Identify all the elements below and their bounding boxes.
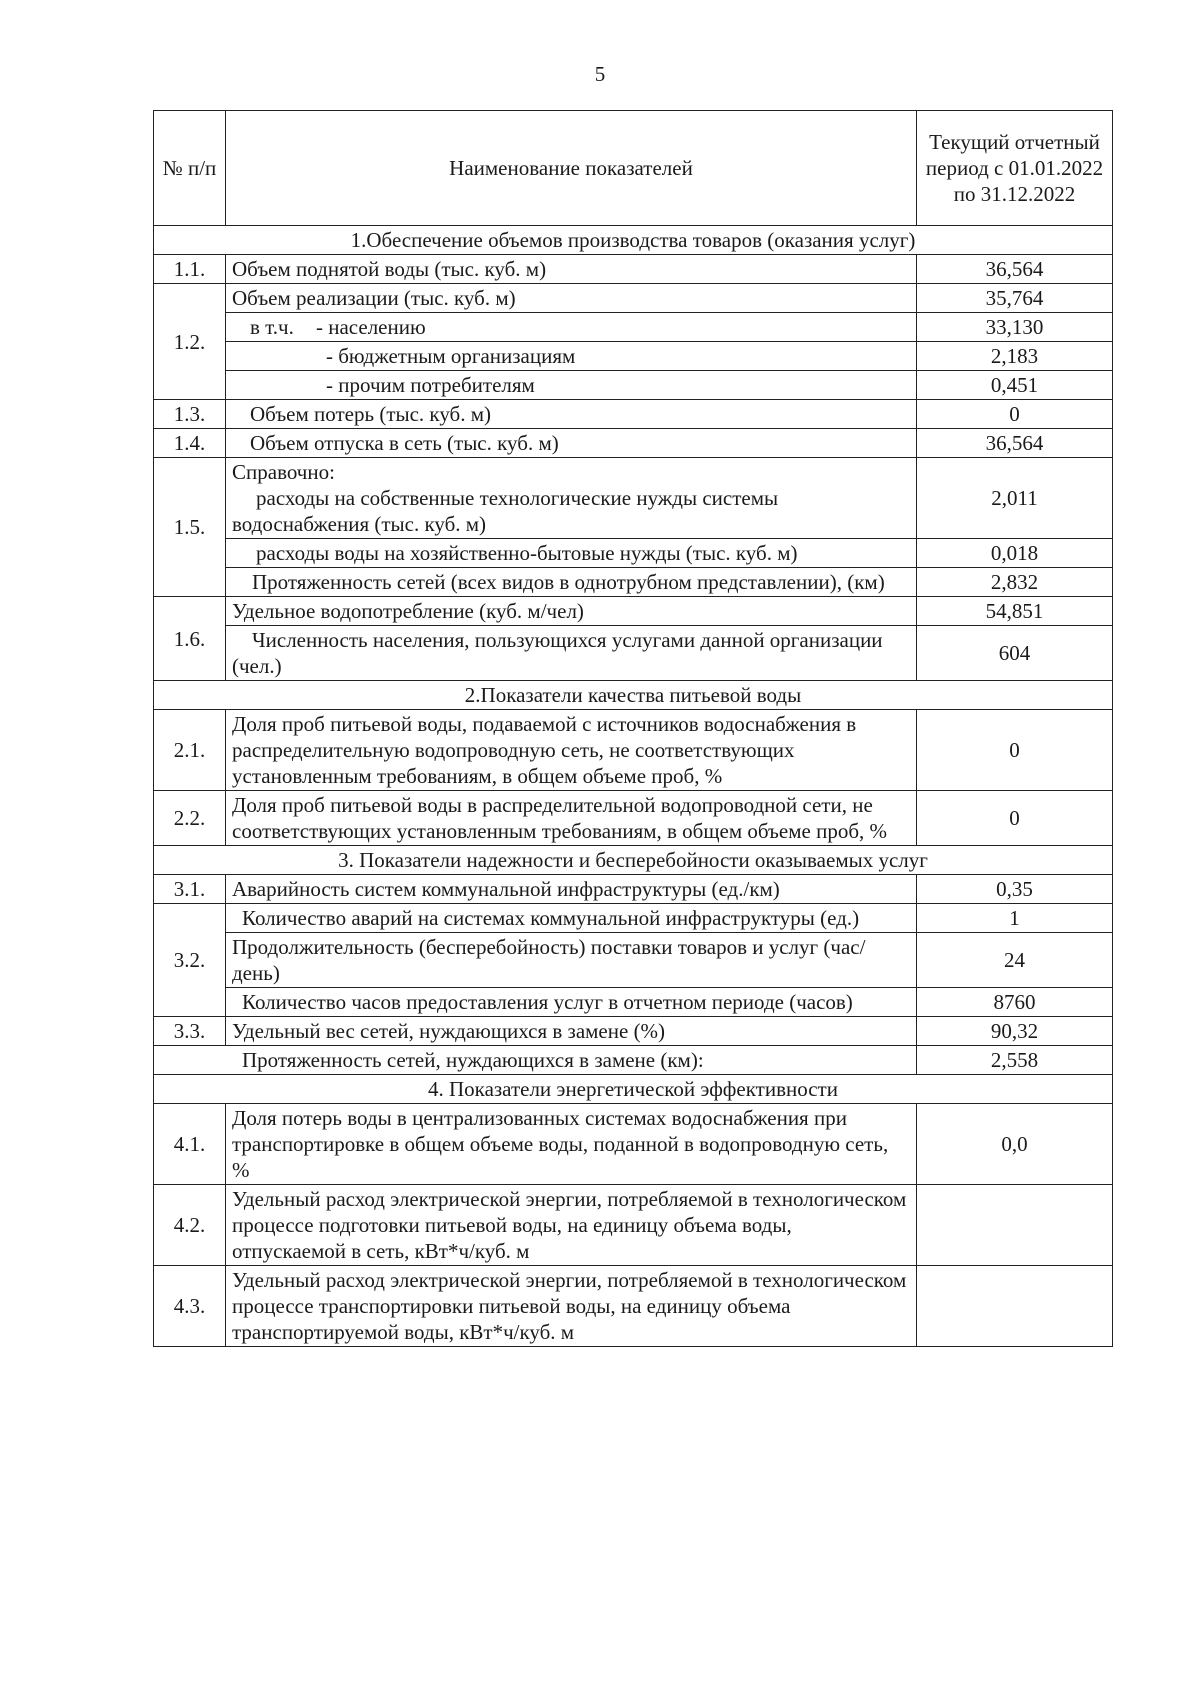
table-row [154,875,1113,904]
row-value: 2,832 [917,568,1113,597]
section-2-title: 2.Показатели качества питьевой воды [154,681,1113,710]
table-row [154,904,1113,933]
table-row [154,539,1113,568]
table-row [154,626,1113,681]
table-row [154,429,1113,458]
row-name: Удельное водопотребление (куб. м/чел) [226,597,917,626]
row-number: 1.6. [154,597,226,681]
row-number: 2.2. [154,791,226,846]
row-name: Количество аварий на системах коммунальной инфраструктуры (ед.) [226,904,917,933]
row-name: Продолжительность (бесперебойность) поставки товаров и услуг (час/день) [226,933,917,988]
table-row [154,1104,1113,1185]
row-name: Количество часов предоставления услуг в отчетном периоде (часов) [226,988,917,1017]
row-number: 2.1. [154,710,226,791]
table-row [154,1266,1113,1347]
row-value: 0,451 [917,371,1113,400]
row-value: 36,564 [917,255,1113,284]
row-value: 2,558 [917,1046,1113,1075]
row-number: 1.5. [154,458,226,597]
table-row [154,342,1113,371]
row-value: 24 [917,933,1113,988]
row-number: 1.3. [154,400,226,429]
section-1-title: 1.Обеспечение объемов производства товаров (оказания услуг) [154,226,1113,255]
table-row [154,313,1113,342]
row-value: 36,564 [917,429,1113,458]
row-value: 2,011 [917,458,1113,539]
indicators-table [153,110,1113,1347]
row-number: 4.1. [154,1104,226,1185]
table-row [154,710,1113,791]
section-4-title: 4. Показатели энергетической эффективности [154,1075,1113,1104]
row-value: 0 [917,400,1113,429]
row-name: расходы воды на хозяйственно-бытовые нужды (тыс. куб. м) [226,539,917,568]
row-value: 0,0 [917,1104,1113,1185]
row-prefix: в т.ч. [250,315,294,339]
row-name: Численность населения, пользующихся услугами данной организации (чел.) [226,626,917,681]
row-name: Удельный расход электрической энергии, потребляемой в технологическом процессе подготовки питьевой воды, на единицу объема воды, отпускаемой в сеть, кВт*ч/куб. м [226,1185,917,1266]
table-row [154,1185,1113,1266]
table-row [154,371,1113,400]
row-value: 1 [917,904,1113,933]
row-name: Объем потерь (тыс. куб. м) [226,400,917,429]
row-value: 0,018 [917,539,1113,568]
row-value: 33,130 [917,313,1113,342]
row-value: 0,35 [917,875,1113,904]
table-row [154,400,1113,429]
row-name: Аварийность систем коммунальной инфраструктуры (ед./км) [226,875,917,904]
table-row [154,791,1113,846]
row-number: 1.1. [154,255,226,284]
row-number: 4.3. [154,1266,226,1347]
section-heading [154,226,1113,255]
row-name: Доля проб питьевой воды в распределительной водопроводной сети, не соответствующих установленным требованиям, в общем объеме проб, % [226,791,917,846]
row-value: 35,764 [917,284,1113,313]
table-row [154,458,1113,539]
row-number: 3.3. [154,1017,226,1046]
row-name: Объем отпуска в сеть (тыс. куб. м) [226,429,917,458]
row-name: Доля проб питьевой воды, подаваемой с источников водоснабжения в распределительную водопроводную сеть, не соответствующих установленным требованиям, в общем объеме проб, % [226,710,917,791]
row-number: 4.2. [154,1185,226,1266]
table-row [154,568,1113,597]
row-name: - прочим потребителям [226,371,917,400]
row-value [917,1266,1113,1347]
header-num: № п/п [154,111,226,226]
row-number: 1.2. [154,284,226,400]
table-row [154,933,1113,988]
page-number: 5 [594,62,606,86]
header-name: Наименование показателей [226,111,917,226]
row-value: 0 [917,710,1113,791]
table-row [154,1017,1113,1046]
row-value: 54,851 [917,597,1113,626]
table-row [154,597,1113,626]
row-name: - бюджетным организациям [226,342,917,371]
reference-label: Справочно: [232,460,335,484]
section-3-title: 3. Показатели надежности и бесперебойности оказываемых услуг [154,846,1113,875]
section-heading [154,681,1113,710]
row-value: 604 [917,626,1113,681]
table-row [154,284,1113,313]
row-name: Протяженность сетей, нуждающихся в замене (км): [154,1046,917,1075]
row-value [917,1185,1113,1266]
table-header-row [154,111,1113,226]
row-name: расходы на собственные технологические нужды системы водоснабжения (тыс. куб. м) [232,486,779,536]
row-name: - населению [316,315,426,339]
row-number: 3.1. [154,875,226,904]
row-number: 3.2. [154,904,226,1017]
row-name: Удельный расход электрической энергии, потребляемой в технологическом процессе транспортировки питьевой воды, на единицу объема транспортируемой воды, кВт*ч/куб. м [226,1266,917,1347]
row-number: 1.4. [154,429,226,458]
row-name-cell [226,313,917,342]
table-row [154,1046,1113,1075]
row-value: 0 [917,791,1113,846]
row-value: 90,32 [917,1017,1113,1046]
row-name: Объем поднятой воды (тыс. куб. м) [226,255,917,284]
section-heading [154,846,1113,875]
table-row [154,255,1113,284]
section-heading [154,1075,1113,1104]
row-name: Доля потерь воды в централизованных системах водоснабжения при транспортировке в общем объеме воды, поданной в водопроводную сеть, % [226,1104,917,1185]
row-name: Удельный вес сетей, нуждающихся в замене (%) [226,1017,917,1046]
row-value: 8760 [917,988,1113,1017]
table-row [154,988,1113,1017]
row-name: Объем реализации (тыс. куб. м) [226,284,917,313]
row-name: Протяженность сетей (всех видов в однотрубном представлении), (км) [226,568,917,597]
header-period: Текущий отчетный период с 01.01.2022 по 31.12.2022 [917,111,1113,226]
row-value: 2,183 [917,342,1113,371]
row-name-cell [226,458,917,539]
